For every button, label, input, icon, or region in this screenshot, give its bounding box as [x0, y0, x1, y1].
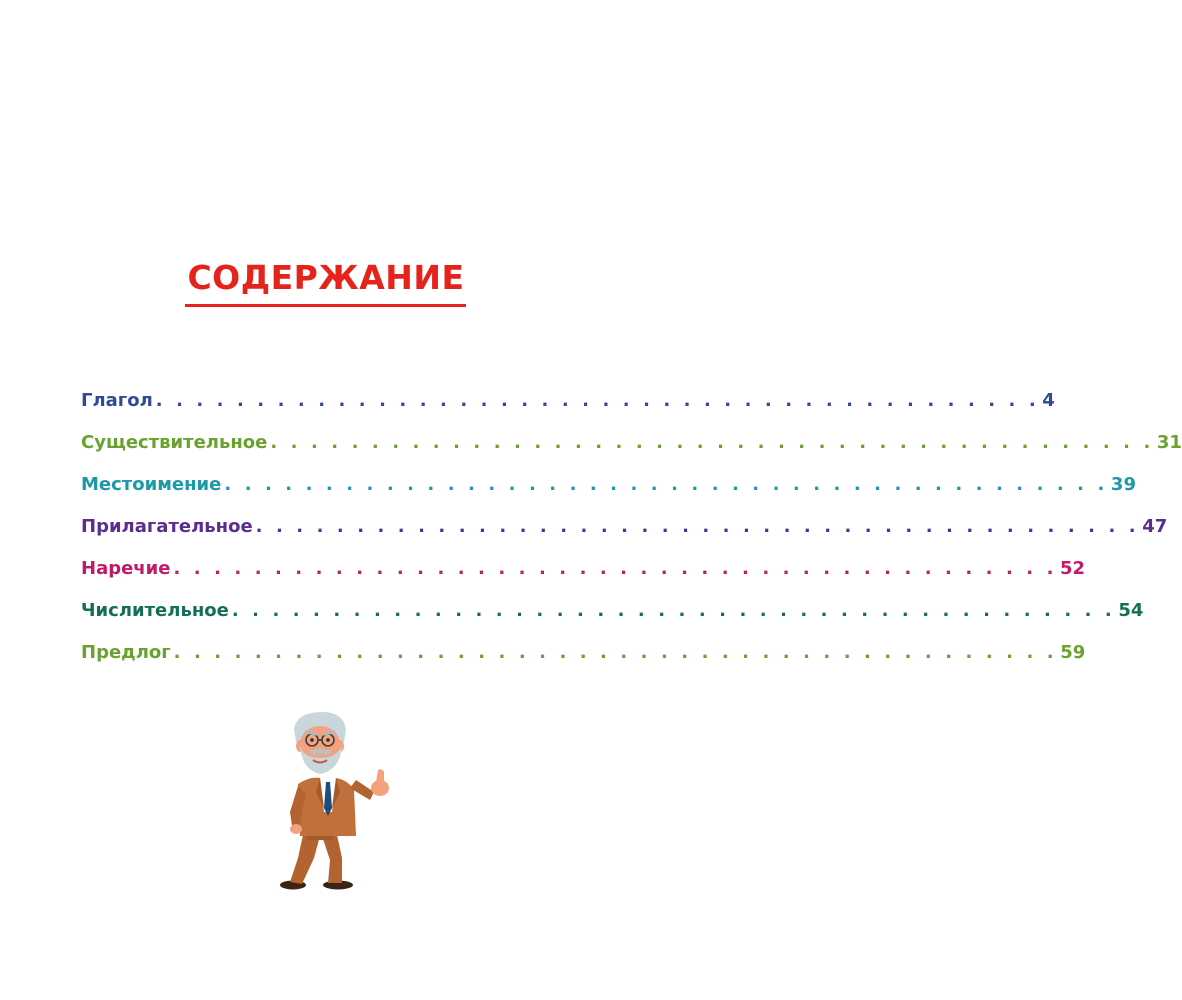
toc-entry-mestoimenie[interactable]: [81, 464, 1136, 506]
toc-entry-prilagatelnoe[interactable]: [81, 506, 1168, 548]
toc-entry-label: Числительное: [81, 600, 229, 621]
toc-entry-predlog[interactable]: [81, 632, 1086, 674]
toc-page-number: 59: [1060, 642, 1086, 663]
toc-page-number: 39: [1110, 474, 1136, 495]
toc-entry-sushchestvitelnoe[interactable]: [81, 422, 1182, 464]
toc-leader-dots: . . . . . . . . . . . . . . . . . . . . . . . . . . . . . . . . . . . . . . . . . . . .: [255, 516, 1140, 537]
table-of-contents: [81, 380, 1182, 674]
page-title: СОДЕРЖАНИЕ: [187, 258, 465, 297]
toc-leader-dots: . . . . . . . . . . . . . . . . . . . . . . . . . . . . . . . . . . . . . . . . . . . .: [173, 642, 1058, 663]
toc-entry-chislitelnoe[interactable]: [81, 590, 1144, 632]
toc-page-number: 54: [1118, 600, 1144, 621]
toc-leader-dots: . . . . . . . . . . . . . . . . . . . . . . . . . . . . . . . . . . . . . . . . . . . .: [231, 600, 1116, 621]
toc-entry-label: Наречие: [81, 558, 171, 579]
professor-thumbs-up-icon: [270, 708, 400, 893]
toc-entry-label: Глагол: [81, 390, 153, 411]
toc-page-number: 52: [1060, 558, 1086, 579]
toc-leader-dots: . . . . . . . . . . . . . . . . . . . . . . . . . . . . . . . . . . . . . . . . . . . .: [270, 432, 1154, 453]
toc-entry-glagol[interactable]: [81, 380, 1055, 422]
toc-entry-label: Прилагательное: [81, 516, 253, 537]
toc-entry-narechie[interactable]: [81, 548, 1086, 590]
toc-page-number: 4: [1042, 390, 1055, 411]
toc-leader-dots: . . . . . . . . . . . . . . . . . . . . . . . . . . . . . . . . . . . . . . . . . . . .: [173, 558, 1058, 579]
toc-leader-dots: . . . . . . . . . . . . . . . . . . . . . . . . . . . . . . . . . . . . . . . . . . . .: [155, 390, 1040, 411]
toc-page-number: 47: [1142, 516, 1168, 537]
toc-leader-dots: . . . . . . . . . . . . . . . . . . . . . . . . . . . . . . . . . . . . . . . . . . . .: [224, 474, 1108, 495]
toc-entry-label: Местоимение: [81, 474, 222, 495]
toc-page-number: 31: [1156, 432, 1182, 453]
toc-entry-label: Существительное: [81, 432, 268, 453]
title-underline: [185, 304, 466, 307]
toc-entry-label: Предлог: [81, 642, 171, 663]
